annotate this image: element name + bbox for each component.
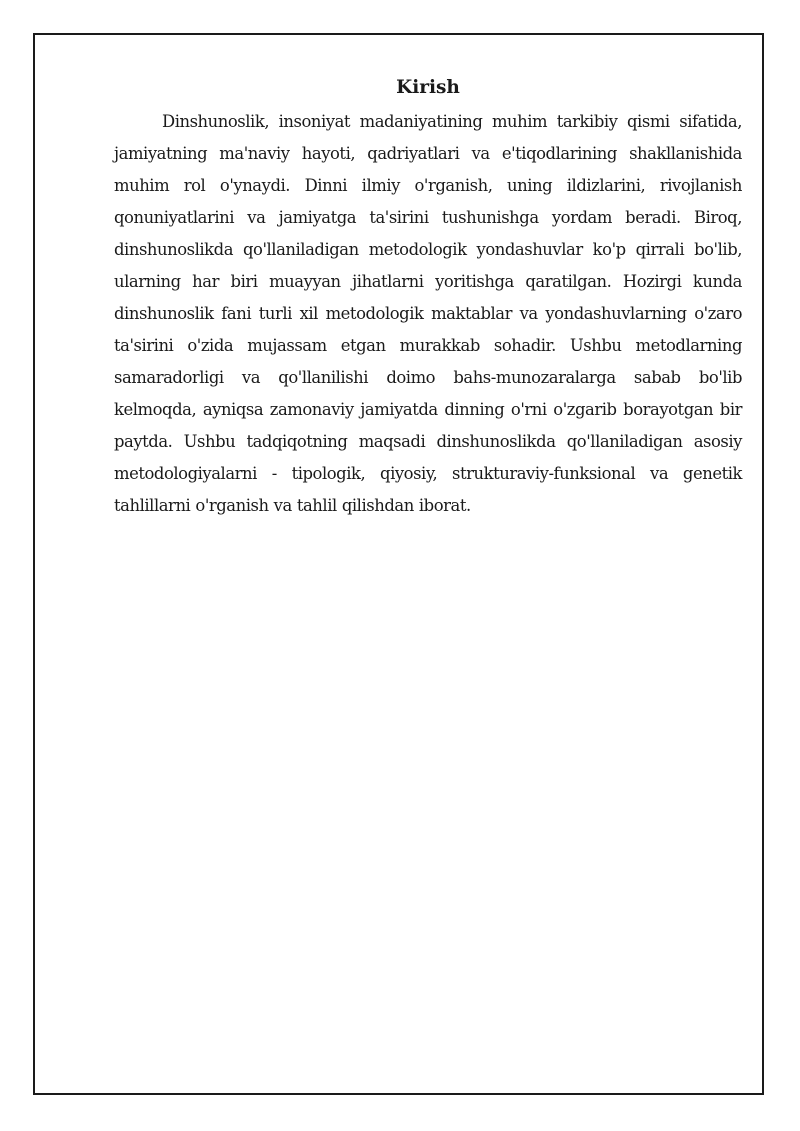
intro-paragraph: Dinshunoslik, insoniyat madaniyatining muhim tarkibiy qismi sifatida, jamiyatning ma'naviy hayoti, qadriyatlari va e'tiqodlarining shakllanishida muhim rol o'ynaydi. Dinni ilmiy o'rganish, uning ildizlarini, rivojlanish qonuniyatlarini va jamiyatga ta'sirini tushunishga yordam beradi. Biroq, dinshunoslikda qo'llaniladigan metodologik yondashuvlar ko'p qirrali bo'lib, ularning har biri muayyan jihatlarni yoritishga qaratilgan. Hozirgi kunda dinshunoslik fani turli xil metodologik maktablar va yondashuvlarning o'zaro ta'sirini o'zida mujassam etgan murakkab sohadir. Ushbu metodlarning samaradorligi va qo'llanilishi doimo bahs-munozaralarga sabab bo'lib kelmoqda, ayniqsa zamonaviy jamiyatda dinning o'rni o'zgarib borayotgan bir paytda. Ushbu tadqiqotning maqsadi dinshunoslikda qo'llaniladigan asosiy metodologiyalarni - tipologik, qiyosiy, strukturaviy-funksional va genetik tahlillarni o'rganish va tahlil qilishdan iborat.	[114, 112, 742, 515]
section-heading: Kirish	[396, 77, 460, 98]
document-body	[114, 74, 742, 522]
